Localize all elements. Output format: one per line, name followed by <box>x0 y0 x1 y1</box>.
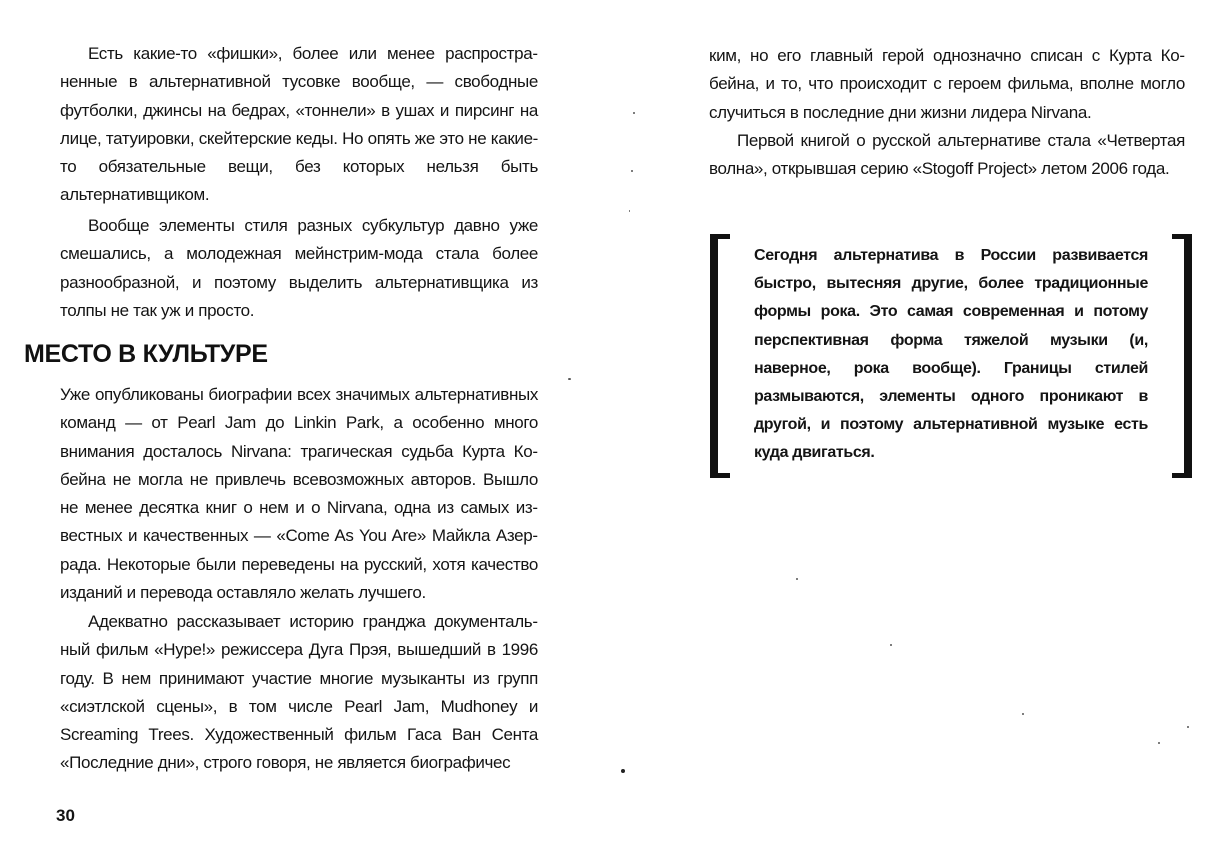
scan-speck <box>631 170 633 172</box>
scan-speck <box>621 769 625 773</box>
scan-speck <box>796 578 798 580</box>
paragraph-fourth-wave: Первой книгой о русской альтернативе стала «Четвертая волна», открывшая серию «Stogoff Project» летом 2006 года. <box>709 131 1185 179</box>
left-page <box>0 0 600 849</box>
paragraph-fishki: Есть какие-то «фишки», более или менее распространенные в альтернативной тусовке вообще, — свободные футболки, джинсы на бедрах, «тоннели» в ушах и пирсинг на лице, татуировки, скейтерские кеды. Но опять же это не какие-то обязательные вещи, без которых нельзя быть альтернативщиком. <box>60 44 538 205</box>
scan-speck <box>1187 726 1189 728</box>
scan-speck <box>629 210 630 212</box>
section-heading: МЕСТО В КУЛЬТУРЕ <box>24 340 268 368</box>
scan-speck <box>568 378 571 380</box>
scan-speck <box>1022 713 1024 715</box>
pull-quote-text: Сегодня альтернатива в России развивается быстро, вытесняя другие, более традиционные формы рока. Это самая современная и потому перспективная форма тяжелой музыки (и, наверное, рока вообще). Границы стилей размываются, элементы одного проникают в другой, и поэтому альтернативной музыке есть куда двигаться. <box>754 247 1148 462</box>
paragraph-hype-film: Адекватно рассказывает историю гранджа документальный фильм «Hype!» режиссера Дуга Прэя, вышедший в 1996 году. В нем принимают участие многие музыканты из групп «сиэтлской сцены», в том числе Pearl Jam, Mudhoney и Screaming Trees. Художественный фильм Гаса Ван Сента «Последние дни», строго говоря, не является биографичес <box>60 612 538 773</box>
scan-speck <box>1158 742 1160 744</box>
scan-speck <box>890 644 892 646</box>
pull-quote <box>710 234 1192 478</box>
right-page <box>614 0 1227 849</box>
right-bracket-icon <box>1172 234 1192 478</box>
paragraph-biographies: Уже опубликованы биографии всех значимых альтернативных команд — от Pearl Jam до Linkin Park, а особенно много внимания досталось Nirvana: трагическая судьба Курта Кобейна не могла не привлечь всевозможных авторов. Вышло не менее десятка книг о нем и о Nirvana, одна из самых известных и качественных — «Come As You Are» Майкла Азеррада. Некоторые были переведены на русский, хотя качество изданий и перевода оставляло желать лучшего. <box>60 385 538 603</box>
paragraph-continuation: ким, но его главный герой однозначно списан с Курта Кобейна, и то, что происходит с героем фильма, вполне могло случиться в последние дни жизни лидера Nirvana. <box>709 46 1185 122</box>
left-bracket-icon <box>710 234 730 478</box>
scan-speck <box>633 112 635 114</box>
paragraph-styles-mixed: Вообще элементы стиля разных субкультур давно уже смешались, а молодежная мейнстрим-мода стала более разнообразной, и поэтому выделить альтернативщика из толпы не так уж и просто. <box>60 216 538 320</box>
page-number: 30 <box>56 806 75 825</box>
